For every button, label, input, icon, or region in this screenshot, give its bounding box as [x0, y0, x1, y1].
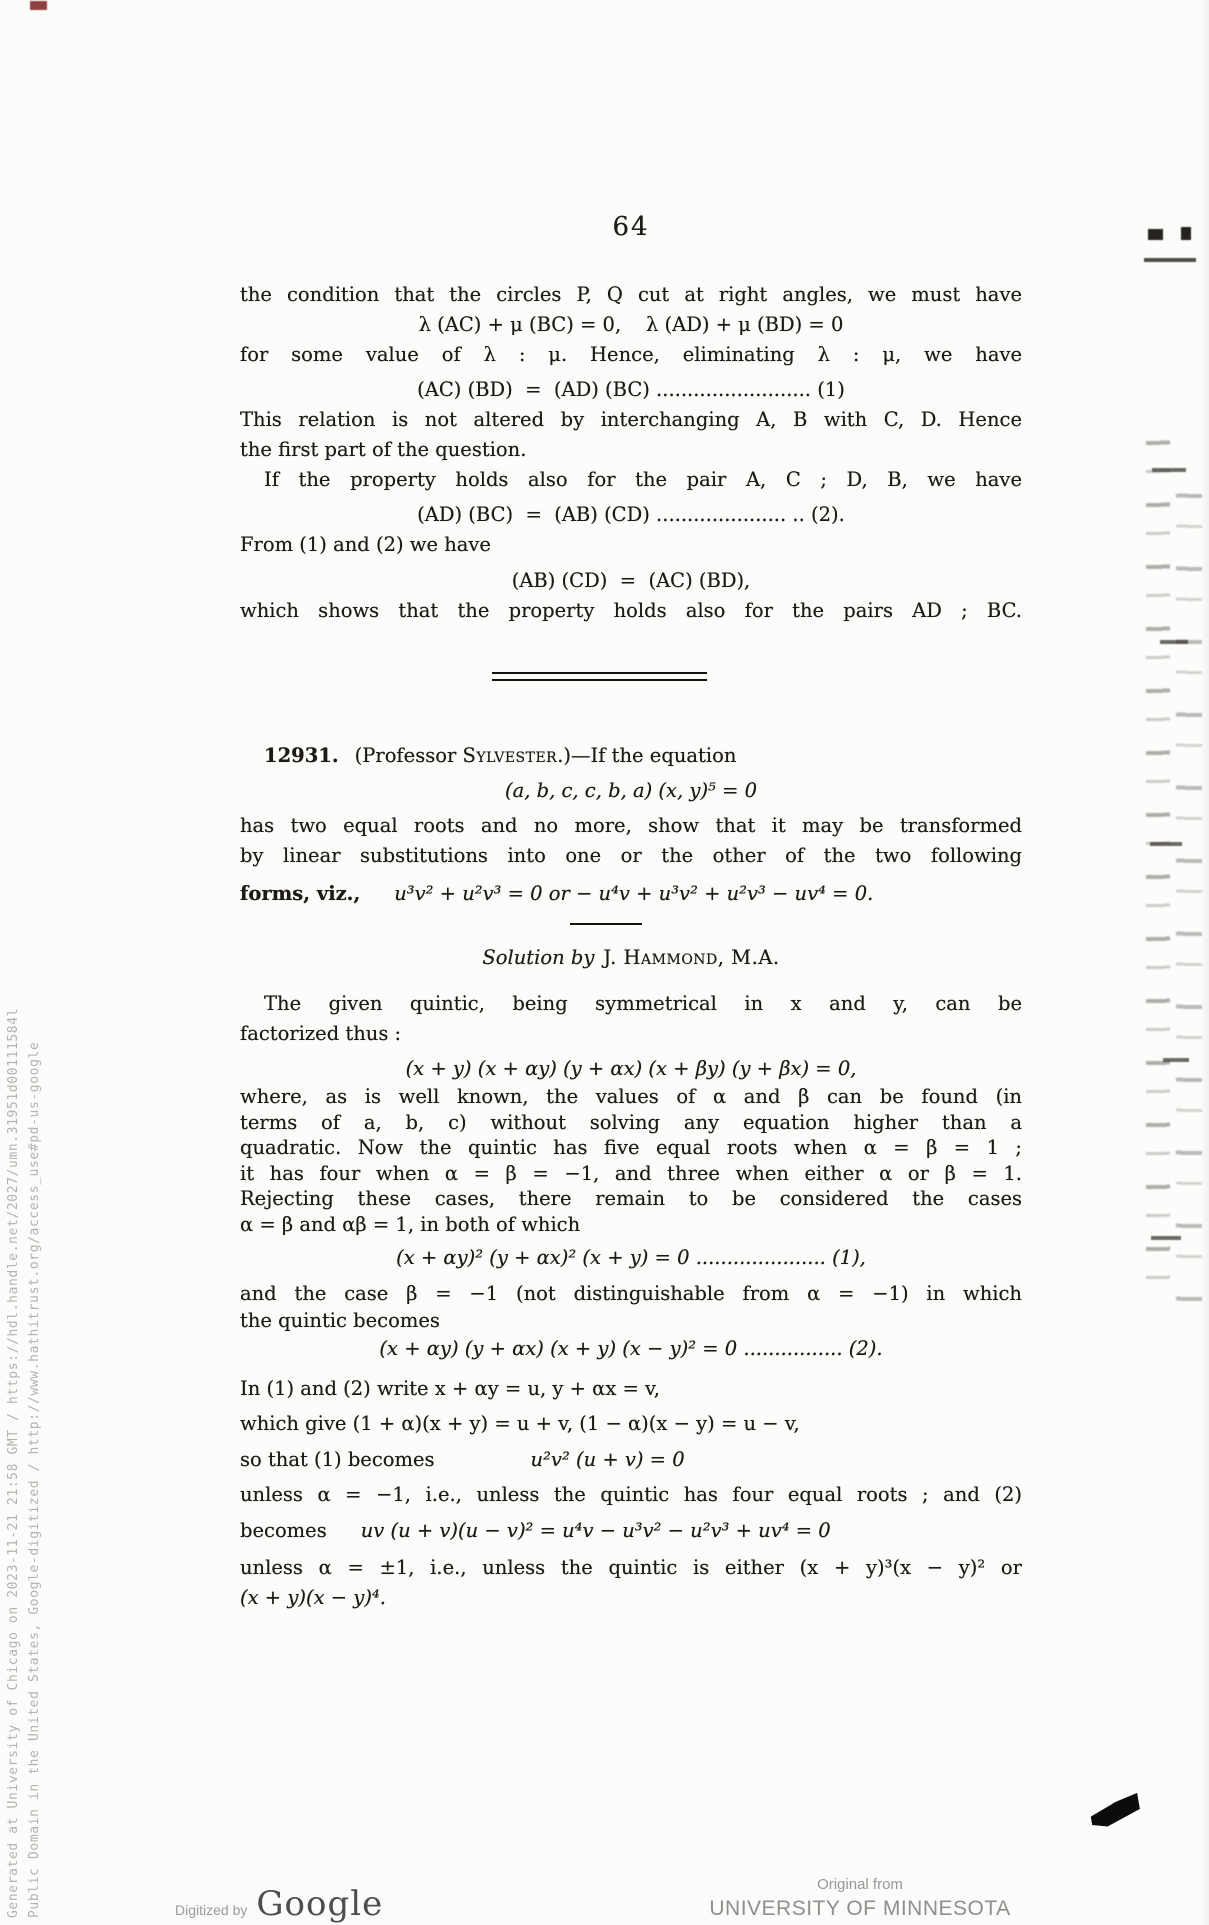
text-line: In (1) and (2) write x + αy = u, y + αx = v, [240, 1377, 660, 1400]
problem-heading-line [240, 741, 1022, 771]
page-edge-shadow [1201, 0, 1209, 1925]
text-line: Rejecting these cases, there remain to be considered the cases [240, 1187, 1022, 1210]
author-name: Sylvester [462, 744, 558, 767]
section-divider-short-rule [570, 923, 642, 925]
text-line: unless α = ±1, i.e., unless the quintic is either (x + y)³(x − y)² or [240, 1556, 1022, 1579]
problem-heading-suffix: .)—If the equation [557, 744, 737, 767]
bleed-through-dash [1160, 640, 1188, 644]
text-line: has two equal roots and no more, show that it may be transformed [240, 814, 1022, 837]
text-line: where, as is well known, the values of α and β can be found (in [240, 1085, 1022, 1108]
text-prefix: becomes [240, 1519, 327, 1542]
provenance-text-line: Public Domain in the United States, Google-digitized / http://www.hathitrust.org/access_use#pd-us-google [27, 1041, 42, 1918]
text-line: for some value of λ : μ. Hence, eliminating λ : μ, we have [240, 343, 1022, 366]
inline-math: u²v² (u + v) = 0 [530, 1448, 685, 1471]
bleed-through-dash [1151, 1236, 1181, 1240]
bleed-through-dash [1150, 842, 1182, 846]
bleed-through-mark [1148, 229, 1163, 240]
page-text-block [240, 212, 1022, 1613]
bleed-through-column [1146, 424, 1170, 1304]
equation: (AB) (CD) = (AC) (BD), [511, 569, 751, 592]
page-corner-mark [1088, 1793, 1142, 1829]
provenance-text-line: Generated at University of Chicago on 2023-11-21 21:58 GMT / https://hdl.handle.net/2027/umn.31951d00111584l [6, 1007, 21, 1918]
google-logo: Google [256, 1884, 384, 1924]
bleed-through-mark [1181, 227, 1191, 240]
text-line [240, 1516, 1022, 1546]
text-line: α = β and αβ = 1, in both of which [240, 1212, 581, 1236]
text-line: factorized thus : [240, 1022, 402, 1045]
digitized-by-label: Digitized by [175, 1902, 248, 1918]
text-line: If the property holds also for the pair A, C ; D, B, we have [264, 468, 1022, 491]
equation: (x + y) (x + αy) (y + αx) (x + βy) (y + βx) = 0, [405, 1057, 857, 1080]
equation: (AC) (BD) = (AD) (BC) ......................... (1) [417, 378, 845, 401]
text-prefix: so that (1) becomes [240, 1448, 435, 1471]
text-line: which shows that the property holds also for the pairs AD ; BC. [240, 599, 1022, 622]
original-from-footer [620, 1876, 1100, 1921]
text-line: and the case β = −1 (not distinguishable from α = −1) in which [240, 1282, 1022, 1305]
bleed-through-dash [1152, 468, 1186, 472]
solver-name: J. Hammond, M.A. [603, 946, 780, 969]
bleed-through-dash [1163, 1058, 1189, 1062]
text-line: by linear substitutions into one or the other of the two following [240, 844, 1022, 867]
problem-heading-prefix: (Professor [354, 744, 463, 767]
section-divider-double-rule [492, 672, 707, 681]
text-line: which give (1 + α)(x + y) = u + v, (1 − α)(x − y) = u − v, [240, 1412, 800, 1435]
paragraph [240, 1280, 1022, 1334]
text-line: it has four when α = β = −1, and three when either α or β = 1. [240, 1161, 1022, 1185]
equation: (x + αy) (y + αx) (x + y) (x − y)² = 0 ................ (2). [379, 1337, 883, 1360]
text-line: the condition that the circles P, Q cut at right angles, we must have [240, 283, 1022, 306]
text-line: The given quintic, being symmetrical in x and y, can be [264, 992, 1022, 1015]
inline-math: u³v² + u²v³ = 0 or − u⁴v + u³v² + u²v³ − uv⁴ = 0. [394, 882, 874, 905]
text-line: This relation is not altered by interchanging A, B with C, D. Hence [240, 408, 1022, 431]
text-line: the quintic becomes [240, 1309, 440, 1332]
text-line: quadratic. Now the quintic has five equal roots when α = β = 1 ; [240, 1136, 1022, 1159]
paragraph [240, 1084, 1022, 1237]
inline-math: uv (u + v)(u − v)² = u⁴v − u³v² − u²v³ + uv⁴ = 0 [360, 1519, 831, 1542]
scan-red-mark [30, 1, 47, 10]
equation: (a, b, c, c, b, a) (x, y)⁵ = 0 [504, 779, 758, 802]
problem-number: 12931. [264, 744, 339, 767]
text-line: (x + y)(x − y)⁴. [240, 1586, 386, 1609]
bleed-through-mark [1144, 258, 1196, 262]
text-line [240, 1445, 1022, 1475]
digitized-by-footer [175, 1884, 383, 1924]
equation: (AD) (BC) = (AB) (CD) ..................... .. (2). [417, 503, 845, 526]
original-from-label: Original from [817, 1876, 903, 1893]
text-line [240, 879, 1022, 909]
equation: λ (AC) + μ (BC) = 0, λ (AD) + μ (BD) = 0 [418, 313, 844, 336]
text-line: unless α = −1, i.e., unless the quintic has four equal roots ; and (2) [240, 1483, 1022, 1506]
text-line: the first part of the question. [240, 438, 527, 461]
equation: (x + αy)² (y + αx)² (x + y) = 0 ..................... (1), [396, 1246, 866, 1269]
text-prefix: forms, viz., [240, 882, 361, 905]
bleed-through-column [1176, 470, 1202, 1310]
solution-byline [240, 943, 1022, 973]
byline-label: Solution by [482, 946, 595, 969]
text-line: From (1) and (2) we have [240, 533, 491, 556]
text-line: terms of a, b, c) without solving any equation higher than a [240, 1110, 1022, 1134]
institution-name: UNIVERSITY OF MINNESOTA [709, 1897, 1011, 1920]
page-number: 64 [612, 212, 650, 242]
